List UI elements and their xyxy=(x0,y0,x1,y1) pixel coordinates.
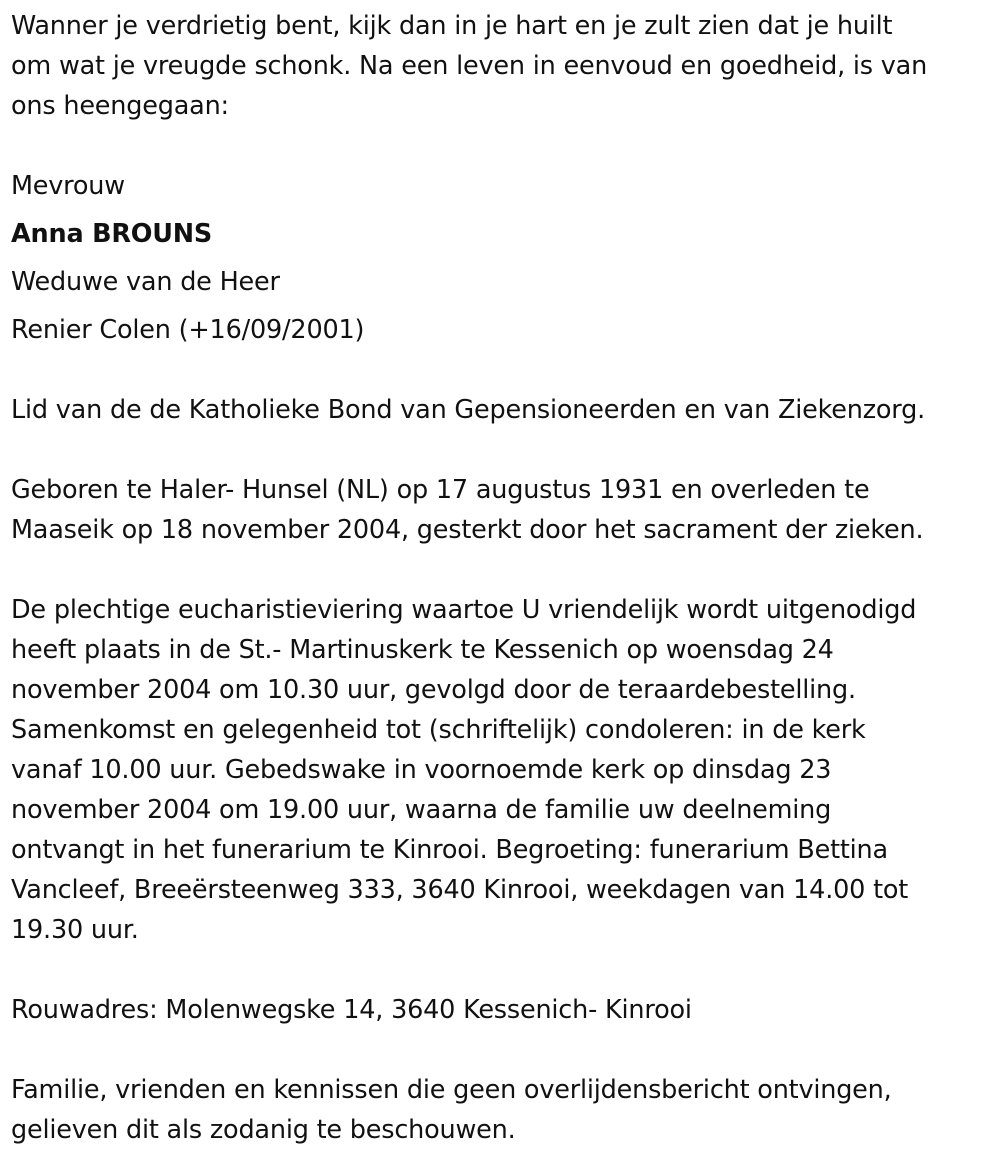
closing-paragraph xyxy=(11,1070,892,1150)
ceremony-line: november 2004 om 19.00 uur, waarna de familie uw deelneming xyxy=(11,795,832,825)
closing-line: Familie, vrienden en kennissen die geen overlijdensbericht ontvingen, xyxy=(11,1075,892,1105)
ceremony-line: Vancleef, Breeërsteenweg 333, 3640 Kinrooi, weekdagen van 14.00 tot xyxy=(11,875,909,905)
birth-death-line: Geboren te Haler- Hunsel (NL) op 17 augustus 1931 en overleden te xyxy=(11,475,870,505)
intro-line: Wanner je verdrietig bent, kijk dan in je hart en je zult zien dat je huilt xyxy=(11,11,893,41)
deceased-block xyxy=(11,162,364,354)
ceremony-line: vanaf 10.00 uur. Gebedswake in voornoemde kerk op dinsdag 23 xyxy=(11,755,832,785)
intro-line: ons heengegaan: xyxy=(11,91,229,121)
ceremony-line: Samenkomst en gelegenheid tot (schriftelijk) condoleren: in de kerk xyxy=(11,715,866,745)
ceremony-line: ontvangt in het funerarium te Kinrooi. Begroeting: funerarium Bettina xyxy=(11,835,888,865)
intro-paragraph xyxy=(11,6,927,126)
deceased-name: Anna BROUNS xyxy=(11,219,213,249)
birth-death-line: Maaseik op 18 november 2004, gesterkt door het sacrament der zieken. xyxy=(11,515,924,545)
salutation: Mevrouw xyxy=(11,171,125,201)
widow-of: Weduwe van de Heer xyxy=(11,267,280,297)
spouse-name: Renier Colen (+16/09/2001) xyxy=(11,315,365,345)
birth-death-paragraph xyxy=(11,470,923,550)
mourning-address-paragraph xyxy=(11,990,692,1030)
closing-line: gelieven dit als zodanig te beschouwen. xyxy=(11,1115,516,1145)
ceremony-line: De plechtige eucharistieviering waartoe U vriendelijk wordt uitgenodigd xyxy=(11,595,917,625)
membership-paragraph xyxy=(11,390,925,430)
ceremony-paragraph xyxy=(11,590,916,950)
ceremony-line: 19.30 uur. xyxy=(11,915,139,945)
ceremony-line: november 2004 om 10.30 uur, gevolgd door de teraardebestelling. xyxy=(11,675,856,705)
membership-line: Lid van de de Katholieke Bond van Gepensioneerden en van Ziekenzorg. xyxy=(11,395,926,425)
mourning-address: Rouwadres: Molenwegske 14, 3640 Kessenich- Kinrooi xyxy=(11,995,692,1025)
intro-line: om wat je vreugde schonk. Na een leven in eenvoud en goedheid, is van xyxy=(11,51,928,81)
ceremony-line: heeft plaats in de St.- Martinuskerk te Kessenich op woensdag 24 xyxy=(11,635,834,665)
